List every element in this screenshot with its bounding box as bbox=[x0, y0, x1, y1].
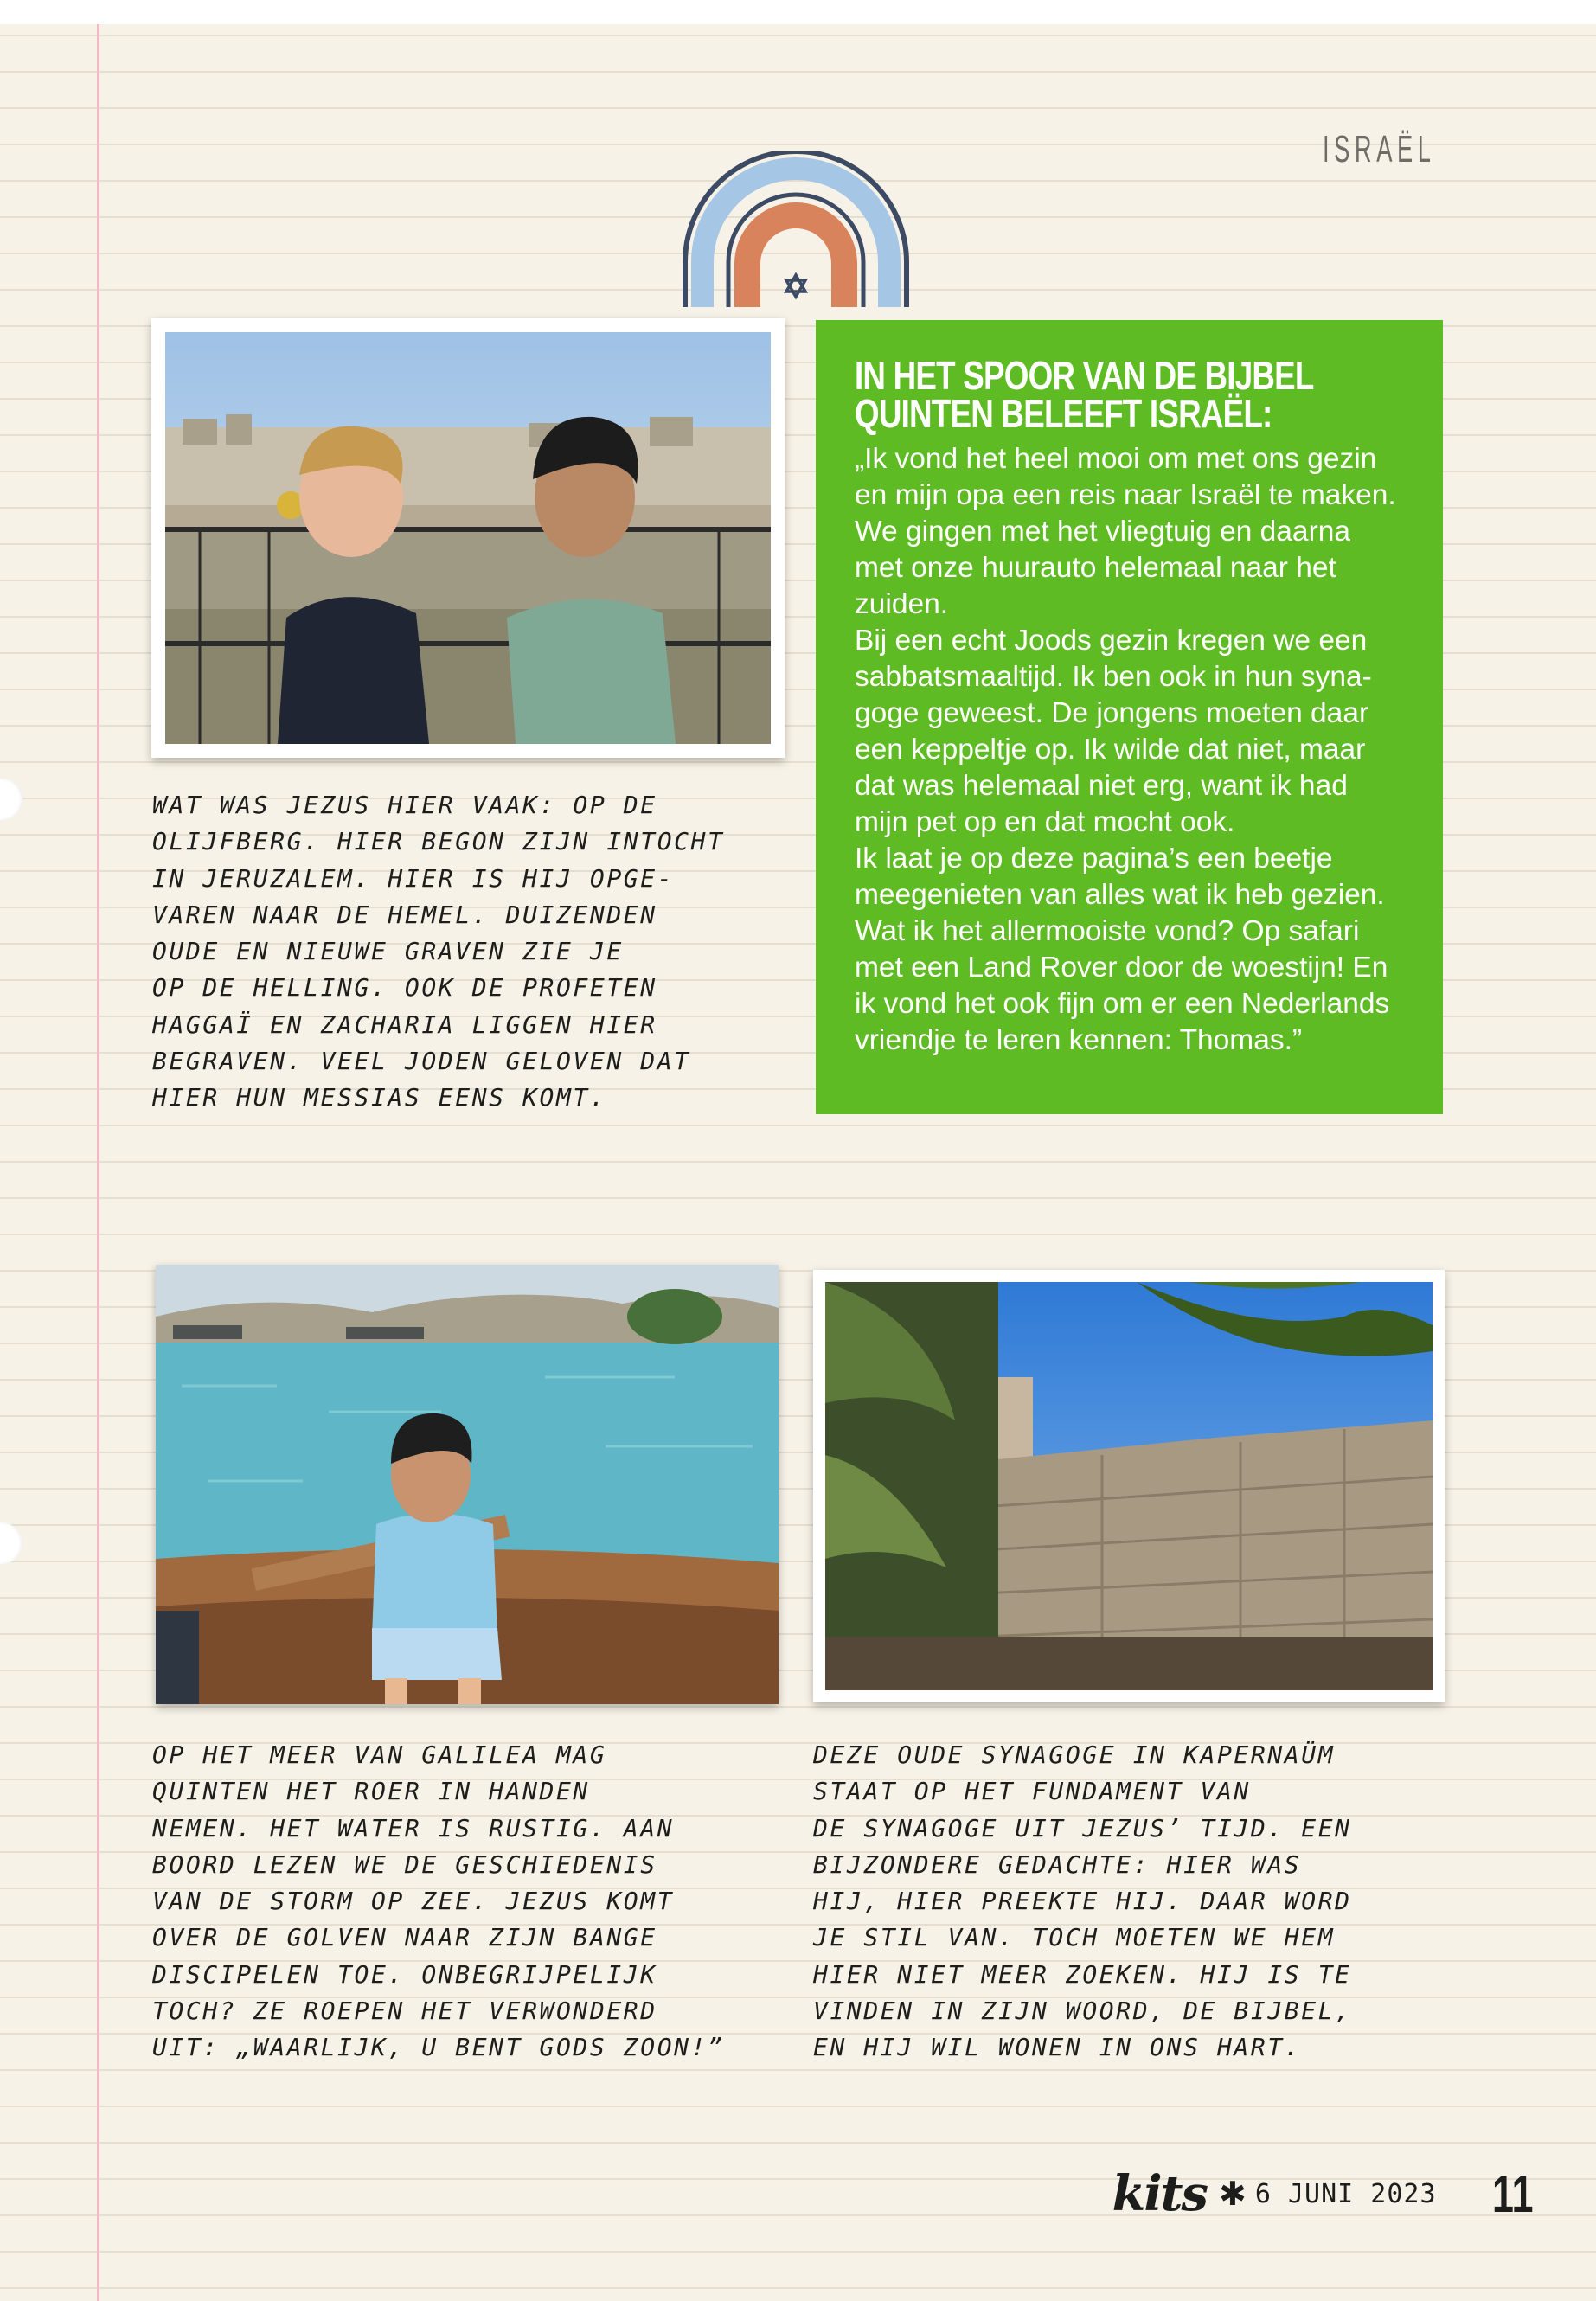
page-top-edge bbox=[0, 0, 1596, 24]
photo-olijfberg bbox=[151, 318, 785, 758]
page-footer bbox=[1112, 2159, 1540, 2228]
rainbow-star-of-david-icon bbox=[675, 151, 917, 316]
caption-olijfberg: WAT WAS JEZUS HIER VAAK: OP DE OLIJFBERG. HIER BEGON ZIJN INTOCHT IN JERUZALEM. HIER IS HIJ OPGE- VAREN NAAR DE HEMEL. DUIZENDEN OUDE EN NIEUWE GRAVEN ZIE JE OP DE HELLING. OOK DE PROFETEN HAGGAÏ EN ZACHARIA LIGGEN HIER BEGRAVEN. VEEL JODEN GELOVEN DAT HIER HUN MESSIAS EENS KOMT. bbox=[152, 791, 725, 1112]
feature-title-line1: IN HET SPOOR VAN DE BIJBEL bbox=[855, 353, 1314, 398]
feature-title bbox=[855, 353, 1408, 436]
page-number: 11 bbox=[1491, 2164, 1534, 2223]
section-label: ISRAËL bbox=[1323, 128, 1436, 170]
photo-olijfberg-image bbox=[165, 332, 771, 744]
asterisk-icon: ✱ bbox=[1219, 2175, 1247, 2213]
punch-hole bbox=[0, 1522, 22, 1564]
issue-date: 6 JUNI 2023 bbox=[1254, 2178, 1437, 2209]
kits-logo: kits bbox=[1112, 2165, 1208, 2222]
photo-kapernaum-image bbox=[825, 1282, 1433, 1690]
punch-hole bbox=[0, 779, 22, 820]
photo-kapernaum bbox=[813, 1270, 1445, 1702]
photo-galilea bbox=[156, 1265, 779, 1704]
feature-title-line2: QUINTEN BELEEFT ISRAËL: bbox=[855, 391, 1272, 436]
photo-galilea-image bbox=[156, 1265, 779, 1704]
notebook-margin-line bbox=[97, 24, 99, 2301]
feature-body: „Ik vond het heel mooi om met ons gezin en mijn opa een reis naar Israël te maken. We gingen met het vliegtuig en daarna met onze huurauto helemaal naar het zuiden. Bij een echt Joods gezin kregen we een sabbatsmaaltijd. Ik ben ook in hun syna- goge geweest. De jongens moeten daar een keppeltje op. Ik wilde dat niet, maar dat was helemaal niet erg, want ik had mijn pet op en dat mocht ook. Ik laat je op deze pagina’s een beetje meegenieten van alles wat ik heb gezien. Wat ik het allermooiste vond? Op safari met een Land Rover door de woestijn! En ik vond het ook fijn om er een Nederlands vriendje te leren kennen: Thomas.” bbox=[855, 443, 1396, 1056]
caption-kapernaum: DEZE OUDE SYNAGOGE IN KAPERNAÜM STAAT OP HET FUNDAMENT VAN DE SYNAGOGE UIT JEZUS’ TIJD. EEN BIJZONDERE GEDACHTE: HIER WAS HIJ, HIER PREEKTE HIJ. DAAR WORD JE STIL VAN. TOCH MOETEN WE HEM HIER NIET MEER ZOEKEN. HIJ IS TE VINDEN IN ZIJN WOORD, DE BIJBEL, EN HIJ WIL WONEN IN ONS HART. bbox=[813, 1740, 1352, 2062]
caption-galilea: OP HET MEER VAN GALILEA MAG QUINTEN HET ROER IN HANDEN NEMEN. HET WATER IS RUSTIG. AAN BOORD LEZEN WE DE GESCHIEDENIS VAN DE STORM OP ZEE. JEZUS KOMT OVER DE GOLVEN NAAR ZIJN BANGE DISCIPELEN TOE. ONBEGRIJPELIJK TOCH? ZE ROEPEN HET VERWONDERD UIT: „WAARLIJK, U BENT GODS ZOON!” bbox=[152, 1740, 725, 2062]
feature-box bbox=[816, 320, 1443, 1114]
